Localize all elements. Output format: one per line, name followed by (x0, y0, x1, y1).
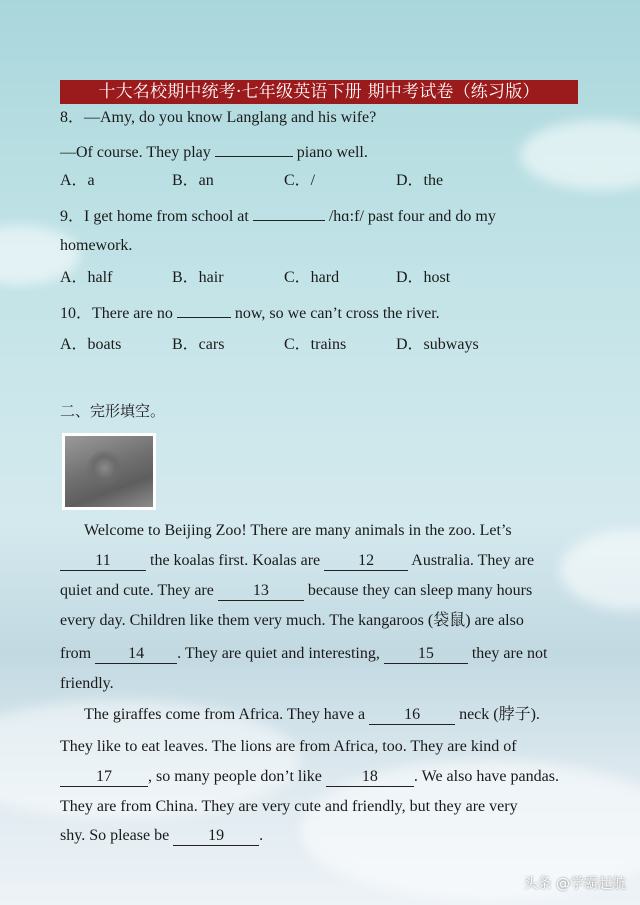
question-8-prompt: 8．—Amy, do you know Langlang and his wife? (60, 109, 377, 126)
blank-11: 11 (60, 552, 146, 571)
passage-line: They are from China. They are very cute and friendly, but they are very (60, 798, 518, 815)
option-a: A．half (60, 269, 113, 286)
page-title-banner: 十大名校期中统考·七年级英语下册 期中考试卷（练习版） (60, 80, 578, 104)
option-d: D．the (396, 172, 444, 189)
passage-line: every day. Children like them very much. The kangaroos (袋鼠) are also (60, 612, 524, 629)
zoo-photo (62, 433, 156, 510)
answer-blank (253, 204, 325, 221)
blank-14: 14 (95, 645, 177, 664)
passage-line: friendly. (60, 675, 114, 692)
option-b: B．an (172, 172, 214, 189)
option-c: C．trains (284, 336, 347, 353)
passage-line: They like to eat leaves. The lions are from Africa, too. They are kind of (60, 738, 517, 755)
option-c: C．/ (284, 172, 316, 189)
blank-13: 13 (218, 582, 304, 601)
question-8-answer-line: —Of course. They play piano well. (60, 140, 368, 163)
blank-18: 18 (326, 768, 414, 787)
cloud (520, 120, 640, 190)
blank-15: 15 (384, 645, 468, 664)
blank-19: 19 (173, 827, 259, 846)
option-b: B．cars (172, 336, 225, 353)
passage-line: Welcome to Beijing Zoo! There are many animals in the zoo. Let’s (84, 522, 512, 539)
option-d: D．subways (396, 336, 479, 353)
option-d: D．host (396, 269, 451, 286)
option-b: B．hair (172, 269, 224, 286)
passage-line: shy. So please be 19 . (60, 827, 264, 844)
answer-blank (177, 301, 231, 318)
passage-line: from 14 . They are quiet and interesting, 15 they are not (60, 645, 548, 662)
question-10-prompt: 10．There are no now, so we can’t cross the river. (60, 301, 440, 324)
option-c: C．hard (284, 269, 340, 286)
blank-12: 12 (324, 552, 408, 571)
cloud (560, 530, 640, 610)
passage-line: 11 the koalas first. Koalas are 12 Australia. They are (60, 551, 534, 571)
passage-line: quiet and cute. They are 13 because they can sleep many hours (60, 582, 533, 599)
option-a: A．a (60, 172, 95, 189)
blank-16: 16 (369, 706, 455, 725)
source-watermark: 头条 @学霸起航 (523, 876, 626, 892)
answer-blank (215, 140, 293, 157)
passage-line: 17 , so many people don’t like 18 . We also have pandas. (60, 767, 559, 787)
question-9-prompt: 9．I get home from school at /hɑ:f/ past four and do my (60, 204, 496, 227)
section-heading: 二、完形填空。 (60, 402, 166, 420)
option-a: A．boats (60, 336, 122, 353)
passage-line: The giraffes come from Africa. They have a 16 neck (脖子). (84, 706, 540, 723)
question-9-prompt-cont: homework. (60, 237, 133, 254)
blank-17: 17 (60, 768, 148, 787)
